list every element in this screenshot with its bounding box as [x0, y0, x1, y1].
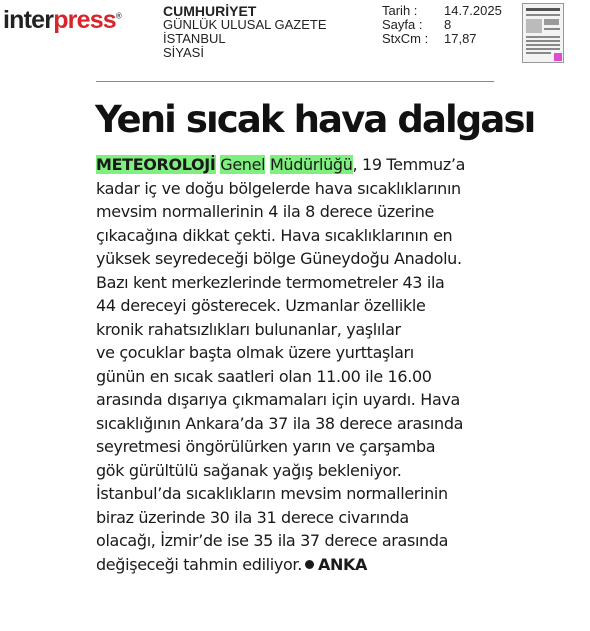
highlight-mudurlugu: Müdürlüğü — [269, 155, 353, 174]
registered-mark: ® — [115, 11, 122, 21]
article-body — [96, 153, 506, 576]
article-line: kadar iç ve doğu bölgelerde hava sıcaklıklarının — [96, 178, 461, 198]
publication-city: İSTANBUL — [163, 31, 226, 46]
stxcm-row — [382, 32, 522, 46]
header-divider — [96, 81, 494, 82]
article-line: yüksek seyredeceği bölge Güneydoğu Anadolu. — [96, 249, 462, 268]
page-thumbnail[interactable] — [522, 3, 564, 63]
article-line: arasında dışarıya çıkmamaları için uyardı. Hava — [96, 390, 460, 409]
page-row — [382, 18, 522, 32]
article-line: mevsim normallerinin 4 ila 8 derece üzerine — [96, 202, 434, 221]
article-line: ve çocuklar başta olmak üzere yurttaşları — [96, 343, 414, 362]
article-line: seyretmesi öngörülürken yarın ve çarşamba — [96, 437, 436, 456]
stxcm-label: StxCm : — [382, 31, 429, 46]
article-line: Bazı kent merkezlerinde termometreler 43 ila — [96, 272, 445, 292]
article-headline: Yeni sıcak hava dalgası — [95, 98, 535, 141]
publication-name: CUMHURİYET — [163, 3, 257, 19]
article-line — [96, 153, 506, 177]
page-value: 8 — [444, 17, 452, 32]
article-location-marker — [554, 53, 562, 61]
agency-name: ANKA — [317, 554, 368, 574]
logo-main-text: inter — [3, 6, 54, 34]
clipping-meta — [382, 4, 522, 46]
article-line: olacağı, İzmir’de ise 35 ila 37 derece arasında — [96, 531, 449, 550]
stxcm-value: 17,87 — [444, 31, 477, 46]
bullet-icon — [305, 560, 314, 569]
logo-accent-text: press — [53, 6, 116, 34]
article-line: kronik rahatsızlıkları bulunanlar, yaşlılar — [96, 319, 401, 339]
date-value: 14.7.2025 — [444, 3, 502, 18]
article-line: sıcaklığının Ankara’da 37 ila 38 derece arasında — [96, 413, 464, 433]
page-label: Sayfa : — [382, 17, 423, 32]
article-line-text: değişeceği tahmin ediliyor. — [96, 554, 302, 574]
highlight-genel: Genel — [220, 155, 266, 174]
article-line: gök gürültülü sağanak yağış bekleniyor. — [96, 460, 402, 480]
article-line-text: , 19 Temmuz’a — [352, 155, 466, 174]
article-line: günün en sıcak saatleri olan 11.00 ile 16.00 — [96, 366, 432, 386]
highlight-meteoroloji: METEOROLOJİ — [96, 155, 216, 174]
article-line: çıkacağına dikkat çekti. Hava sıcaklıklarının en — [96, 225, 453, 245]
article-line: İstanbul’da sıcaklıkların mevsim normallerinin — [96, 484, 448, 503]
date-row — [382, 4, 522, 18]
publication-section: SİYASİ — [163, 45, 204, 60]
date-label: Tarih : — [382, 3, 418, 18]
article-line: biraz üzerinde 30 ila 31 derece civarında — [96, 507, 409, 527]
publication-type: GÜNLÜK ULUSAL GAZETE — [163, 17, 327, 32]
article-line — [96, 553, 506, 577]
interpress-logo — [3, 6, 121, 35]
publication-info — [163, 4, 363, 60]
article-line: 44 dereceyi gösterecek. Uzmanlar özellikle — [96, 296, 426, 315]
